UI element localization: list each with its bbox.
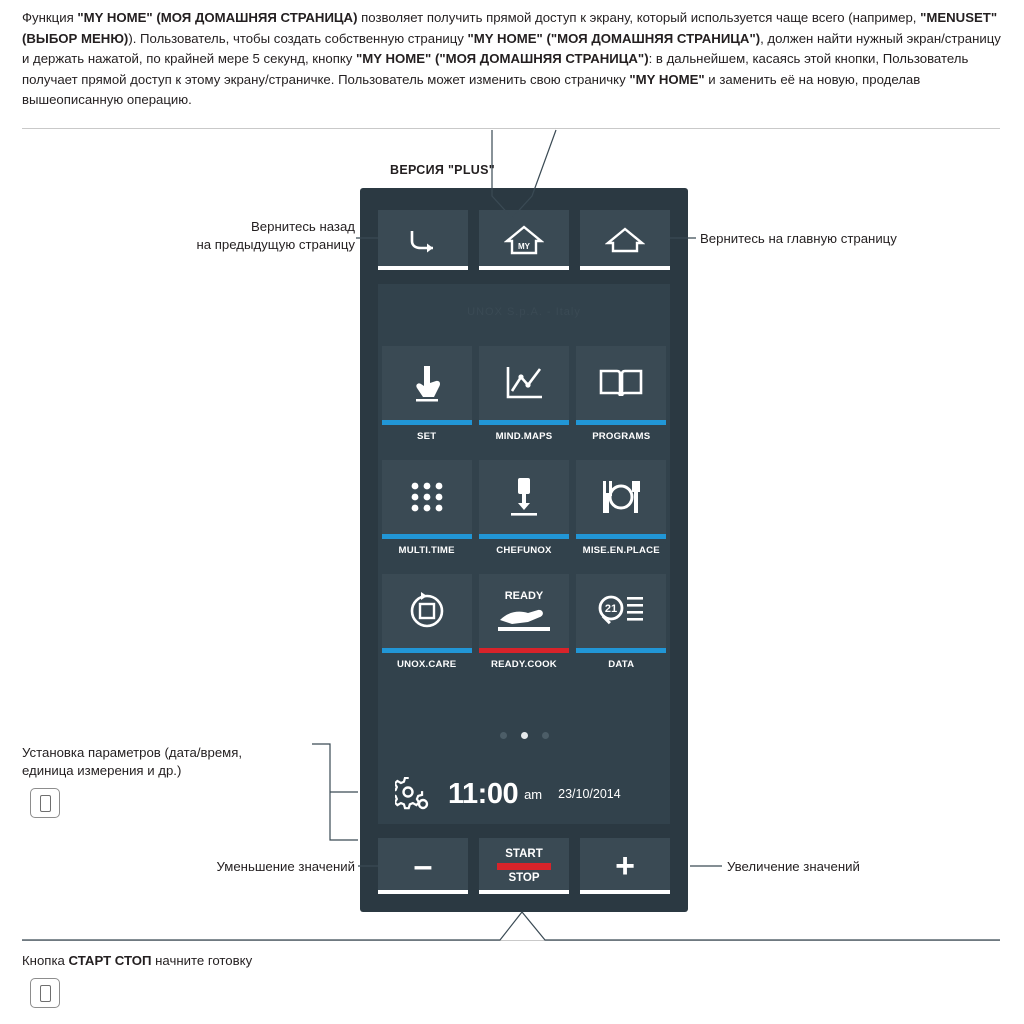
chart-line-icon	[502, 363, 546, 403]
stop-label: STOP	[508, 871, 540, 884]
chef-probe-icon	[507, 476, 541, 518]
svg-text:MY: MY	[518, 242, 530, 251]
tile-caption: CHEFUNOX	[496, 545, 552, 556]
minus-button[interactable]	[378, 838, 468, 894]
tile-caption: DATA	[608, 659, 635, 670]
callout-plus: Увеличение значений	[727, 859, 860, 874]
ready-hand-icon	[494, 586, 554, 636]
data-search-icon	[596, 592, 646, 630]
tile-caption: MISE.EN.PLACE	[582, 545, 660, 556]
tile-caption: MIND.MAPS	[495, 431, 553, 442]
tile-bar	[576, 534, 666, 539]
my-home-button-underline	[479, 266, 569, 270]
screen-watermark: UNOX S.p.A. - Italy	[467, 306, 581, 318]
callout-start-seg3: начните готовку	[151, 953, 253, 968]
callout-params-line1: Установка параметров (дата/время,	[22, 745, 243, 760]
tile-caption: PROGRAMS	[592, 431, 651, 442]
tile-bar	[479, 534, 569, 539]
intro-paragraph	[22, 8, 1002, 111]
tile-bar	[382, 648, 472, 653]
tile-mise-en-place[interactable]	[573, 460, 670, 574]
intro-seg-1: Функция	[22, 10, 78, 25]
tile-icon-box	[479, 346, 569, 420]
tile-caption: SET	[417, 431, 437, 442]
tile-set[interactable]	[378, 346, 475, 460]
my-home-icon	[504, 224, 544, 256]
callout-home: Вернитесь на главную страницу	[700, 231, 897, 246]
care-cycle-icon	[407, 591, 447, 631]
callout-back	[130, 218, 355, 254]
tile-grid	[378, 346, 670, 688]
intro-seg-11: и заменить её на новую, проделав вышеописанную операцию.	[22, 71, 921, 107]
clock-date: 23/10/2014	[558, 787, 621, 801]
intro-seg-5: ). Пользователь, чтобы создать собственную страницу	[128, 30, 468, 46]
tile-programs[interactable]	[573, 346, 670, 460]
back-arrow-icon	[406, 227, 440, 253]
tile-icon-box	[479, 574, 569, 648]
device-screen	[378, 284, 670, 824]
mini-device-icon-params	[30, 788, 60, 818]
home-icon	[605, 224, 645, 256]
mini-device-inner	[40, 985, 51, 1002]
intro-seg-7: , должен найти нужный экран/страницу и держать нажатой, по крайней мере 5 секунд, кнопку	[22, 30, 1001, 66]
start-stop-underline	[479, 890, 569, 894]
tile-multi-time[interactable]	[378, 460, 475, 574]
home-button[interactable]	[580, 210, 670, 270]
plus-label: +	[615, 847, 635, 885]
tile-mind-maps[interactable]	[475, 346, 572, 460]
tile-icon-box	[576, 460, 666, 534]
tile-bar	[479, 648, 569, 653]
callout-params-line2: единица измерения и др.)	[22, 763, 182, 778]
control-row	[378, 838, 670, 894]
callout-params	[22, 744, 312, 780]
back-button[interactable]	[378, 210, 468, 270]
intro-seg-2: "MY HOME" (МОЯ ДОМАШНЯЯ СТРАНИЦА)	[77, 10, 358, 25]
divider-top	[22, 128, 1000, 129]
hand-pointer-icon	[410, 363, 444, 403]
tile-caption: MULTI.TIME	[398, 545, 455, 556]
divider-bottom	[22, 940, 1000, 941]
clock-time: 11:00	[448, 777, 519, 810]
home-button-underline	[580, 266, 670, 270]
nav-row	[378, 210, 670, 270]
callout-back-line1: Вернитесь назад	[250, 219, 355, 234]
callout-start-seg2: СТАРТ СТОП	[68, 953, 152, 968]
tile-icon-box	[479, 460, 569, 534]
mini-device-inner	[40, 795, 51, 812]
start-stop-indicator	[497, 863, 551, 870]
my-home-button[interactable]	[479, 210, 569, 270]
tile-bar	[382, 534, 472, 539]
cutlery-icon	[599, 478, 643, 516]
control-panel-device	[360, 188, 688, 912]
intro-seg-4: "MENUSET" (ВЫБОР МЕНЮ)	[22, 10, 998, 46]
tile-bar	[479, 420, 569, 425]
pager-dot-2[interactable]	[521, 732, 528, 739]
open-book-icon	[597, 365, 645, 401]
plus-button-underline	[580, 890, 670, 894]
status-row	[378, 766, 670, 822]
plus-button[interactable]	[580, 838, 670, 894]
tile-icon-box	[382, 574, 472, 648]
tile-icon-box	[576, 346, 666, 420]
callout-back-line2: на предыдущую страницу	[196, 237, 355, 252]
intro-seg-3: позволяет получить прямой доступ к экрану, который используется чаще всего (например,	[357, 10, 921, 25]
ready-badge-text: READY	[504, 590, 544, 602]
intro-seg-6: "MY HOME" ("МОЯ ДОМАШНЯЯ СТРАНИЦА")	[467, 30, 761, 46]
callout-start	[22, 952, 442, 970]
intro-seg-8: "MY HOME" ("МОЯ ДОМАШНЯЯ СТРАНИЦА")	[356, 51, 649, 66]
pager-dot-1[interactable]	[500, 732, 507, 739]
callout-start-seg1: Кнопка	[22, 953, 69, 968]
svg-text:21: 21	[605, 603, 618, 615]
tile-bar	[576, 648, 666, 653]
clock-ampm: am	[524, 786, 543, 802]
tile-unox-care[interactable]	[378, 574, 475, 688]
tile-icon-box	[576, 574, 666, 648]
gear-icon	[395, 777, 431, 811]
tile-bar	[576, 420, 666, 425]
tile-chefunox[interactable]	[475, 460, 572, 574]
tile-caption: READY.COOK	[490, 659, 557, 670]
settings-button[interactable]	[378, 777, 448, 811]
minus-button-underline	[378, 890, 468, 894]
mini-device-icon-start	[30, 978, 60, 1008]
tile-caption: UNOX.CARE	[396, 659, 457, 670]
tile-icon-box	[382, 346, 472, 420]
pager-dot-3[interactable]	[542, 732, 549, 739]
intro-seg-9: : в дальнейшем, касаясь этой кнопки, Пользователь получает прямой доступ к этому экрану/страничке. Пользователь может изменить свою страничку	[22, 51, 969, 87]
tile-ready-cook[interactable]	[475, 574, 572, 688]
start-label: START	[505, 847, 543, 860]
version-label: ВЕРСИЯ "PLUS"	[390, 163, 495, 177]
tile-data[interactable]	[573, 574, 670, 688]
intro-seg-10: "MY HOME"	[629, 71, 705, 87]
back-button-underline	[378, 266, 468, 270]
tile-bar	[382, 420, 472, 425]
tile-icon-box	[382, 460, 472, 534]
minus-label: –	[413, 847, 433, 885]
grid-dots-icon	[405, 480, 449, 514]
start-stop-button[interactable]	[479, 838, 569, 894]
pager-dots[interactable]	[378, 732, 670, 739]
callout-minus: Уменьшение значений	[216, 859, 355, 874]
